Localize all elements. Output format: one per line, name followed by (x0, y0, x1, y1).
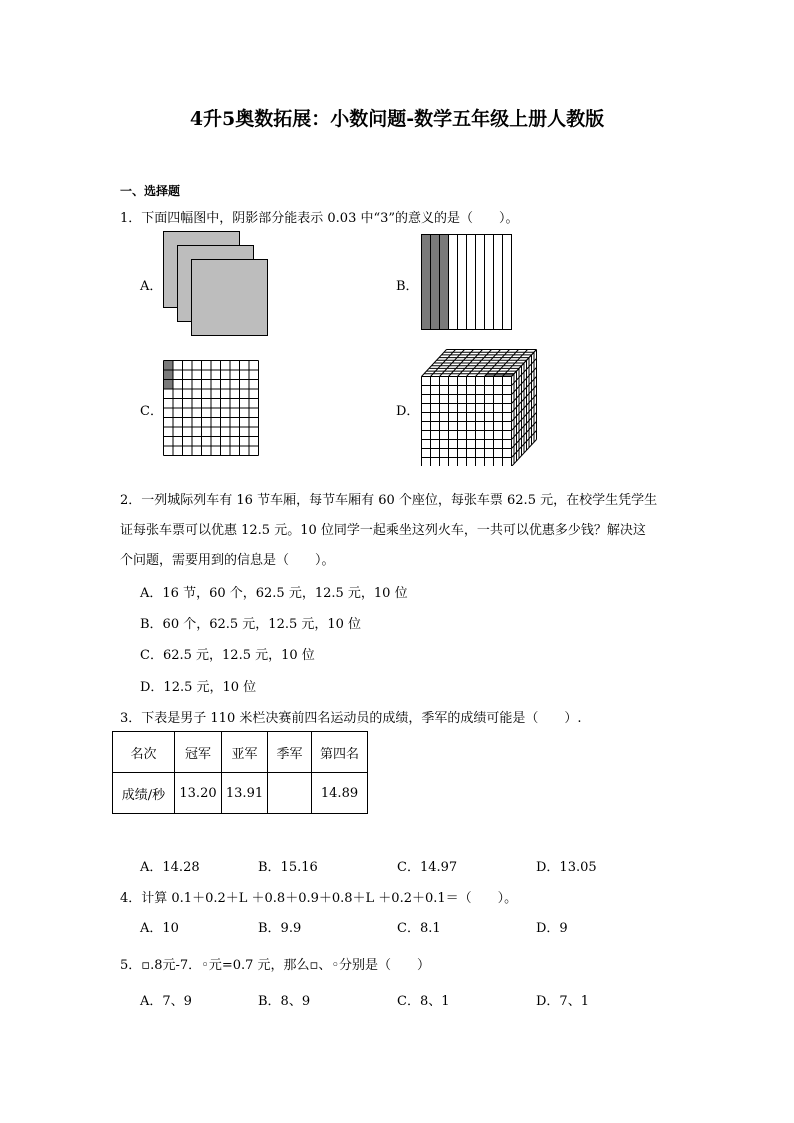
q4-option-c: C．8.1 (397, 921, 441, 936)
question-2-line-1: 2．一列城际列车有 16 节车厢，每节车厢有 60 个座位，每张车票 62.5 元，在校学生凭学生 (120, 493, 658, 508)
q1-label-a: A． (140, 279, 163, 294)
q2-option-c: C．62.5 元，12.5 元，10 位 (140, 648, 315, 663)
q1-label-b: B． (396, 279, 419, 294)
question-3-text: 3．下表是男子 110 米栏决赛前四名运动员的成绩，季军的成绩可能是（ ）. (120, 711, 582, 726)
q3-option-a: A．14.28 (140, 860, 200, 875)
q1-figure-c-hundredths-grid (161, 358, 261, 457)
q3-option-d: D．13.05 (536, 860, 597, 875)
table-header-row (113, 732, 368, 773)
q5-option-c: C．8、1 (397, 994, 450, 1009)
table-cell: 亚军 (222, 732, 268, 773)
q2-option-a: A．16 节，60 个，62.5 元，12.5 元，10 位 (140, 586, 408, 601)
table-cell: 名次 (113, 732, 175, 773)
table-cell: 13.91 (222, 773, 268, 814)
page-title: 4升5奥数拓展：小数问题-数学五年级上册人教版 (189, 108, 605, 130)
question-1-text: 1．下面四幅图中，阴影部分能表示 0.03 中“3”的意义的是（ ）。 (120, 211, 519, 226)
q1-figure-d-thousandths-cube (418, 346, 540, 466)
table-cell (268, 773, 312, 814)
question-2-line-2: 证每张车票可以优惠 12.5 元。10 位同学一起乘坐这列火车，一共可以优惠多少钱？解决这 (120, 523, 646, 538)
table-cell: 成绩/秒 (113, 773, 175, 814)
q5-option-b: B．8、9 (258, 994, 311, 1009)
q3-option-b: B．15.16 (258, 860, 318, 875)
table-cell: 第四名 (312, 732, 368, 773)
q1-label-d: D． (396, 404, 420, 419)
q2-option-b: B．60 个，62.5 元，12.5 元，10 位 (140, 617, 362, 632)
table-cell: 季军 (268, 732, 312, 773)
q1-figure-a-stacked-squares (160, 228, 272, 338)
q1-figure-b-tenths-strips (418, 232, 514, 332)
table-cell: 14.89 (312, 773, 368, 814)
q4-option-b: B．9.9 (258, 921, 302, 936)
question-4-text: 4．计算 0.1＋0.2＋L ＋0.8＋0.9＋0.8＋L ＋0.2＋0.1＝（ ）。 (120, 891, 518, 906)
section-heading: 一、选择题 (120, 184, 181, 198)
q5-option-d: D．7、1 (536, 994, 589, 1009)
table-cell: 冠军 (175, 732, 222, 773)
q1-label-c: C． (140, 404, 163, 419)
table-cell: 13.20 (175, 773, 222, 814)
table-row (113, 773, 368, 814)
q3-option-c: C．14.97 (397, 860, 458, 875)
q4-option-a: A．10 (140, 921, 179, 936)
q5-option-a: A．7、9 (140, 994, 192, 1009)
question-5-text: 5．▫.8元-7．◦元=0.7 元，那么▫、◦分别是（ ） (120, 958, 430, 973)
results-table (112, 731, 368, 814)
q2-option-d: D．12.5 元，10 位 (140, 680, 257, 695)
question-2-line-3: 个问题，需要用到的信息是（ ）。 (120, 553, 335, 568)
q4-option-d: D．9 (536, 921, 568, 936)
